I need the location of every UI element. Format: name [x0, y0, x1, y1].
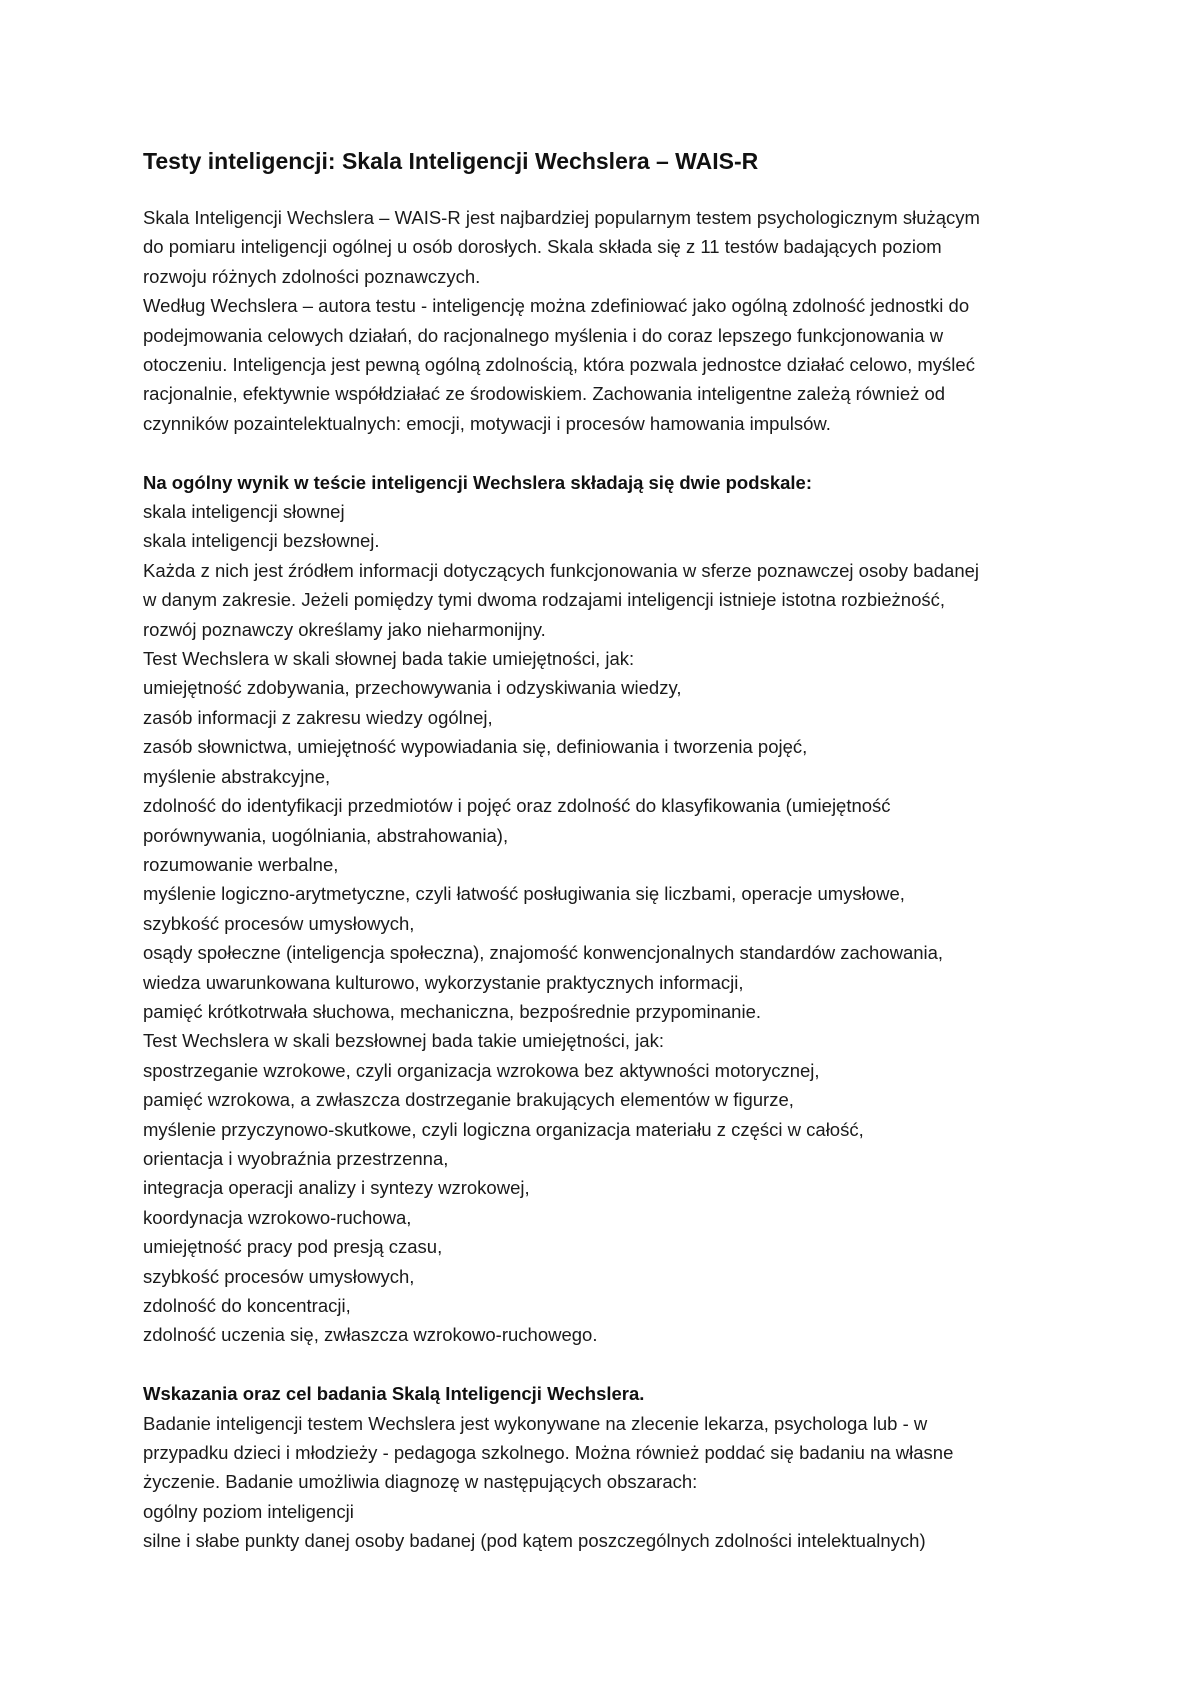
text-line: umiejętność zdobywania, przechowywania i odzyskiwania wiedzy, — [143, 677, 682, 699]
text-line: integracja operacji analizy i syntezy wzrokowej, — [143, 1177, 530, 1199]
text-line: zasób słownictwa, umiejętność wypowiadania się, definiowania i tworzenia pojęć, — [143, 736, 808, 758]
document-page — [143, 146, 1073, 1556]
intro-paragraph — [143, 203, 1073, 438]
text-line: umiejętność pracy pod presją czasu, — [143, 1236, 443, 1258]
text-line: wiedza uwarunkowana kulturowo, wykorzystanie praktycznych informacji, — [143, 971, 744, 993]
subscales-section — [143, 497, 1073, 1350]
text-line: zdolność do identyfikacji przedmiotów i pojęć oraz zdolność do klasyfikowania (umiejętność — [143, 795, 891, 817]
text-line: podejmowania celowych działań, do racjonalnego myślenia i do coraz lepszego funkcjonowania w — [143, 324, 944, 346]
section-heading-indications: Wskazania oraz cel badania Skalą Inteligencji Wechslera. — [143, 1383, 645, 1405]
text-line: pamięć wzrokowa, a zwłaszcza dostrzeganie brakujących elementów w figurze, — [143, 1089, 794, 1111]
text-line: Według Wechslera – autora testu - inteligencję można zdefiniować jako ogólną zdolność jednostki do — [143, 295, 970, 317]
text-line: silne i słabe punkty danej osoby badanej (pod kątem poszczególnych zdolności intelektualnych) — [143, 1530, 926, 1552]
text-line: życzenie. Badanie umożliwia diagnozę w następujących obszarach: — [143, 1471, 698, 1493]
paragraph-gap — [143, 1350, 1073, 1379]
text-line: skala inteligencji bezsłownej. — [143, 530, 380, 552]
text-line: szybkość procesów umysłowych, — [143, 1265, 415, 1287]
text-line: rozwój poznawczy określamy jako nieharmonijny. — [143, 618, 546, 640]
text-line: spostrzeganie wzrokowe, czyli organizacja wzrokowa bez aktywności motorycznej, — [143, 1059, 820, 1081]
text-line: skala inteligencji słownej — [143, 501, 345, 523]
indications-section — [143, 1409, 1073, 1556]
text-line: Badanie inteligencji testem Wechslera jest wykonywane na zlecenie lekarza, psychologa lub - w — [143, 1412, 928, 1434]
text-line: myślenie logiczno-arytmetyczne, czyli łatwość posługiwania się liczbami, operacje umysłowe, — [143, 883, 905, 905]
text-line: porównywania, uogólniania, abstrahowania), — [143, 824, 509, 846]
document-title: Testy inteligencji: Skala Inteligencji Wechslera – WAIS-R — [143, 148, 759, 174]
text-line: koordynacja wzrokowo-ruchowa, — [143, 1206, 412, 1228]
text-line: w danym zakresie. Jeżeli pomiędzy tymi dwoma rodzajami inteligencji istnieje istotna rozbieżność, — [143, 589, 946, 611]
text-line: rozwoju różnych zdolności poznawczych. — [143, 265, 481, 287]
text-line: racjonalnie, efektywnie współdziałać ze środowiskiem. Zachowania inteligentne zależą również od — [143, 383, 946, 405]
text-line: Test Wechslera w skali słownej bada takie umiejętności, jak: — [143, 648, 635, 670]
text-line: przypadku dzieci i młodzieży - pedagoga szkolnego. Można również poddać się badaniu na własne — [143, 1442, 954, 1464]
text-line: osądy społeczne (inteligencja społeczna), znajomość konwencjonalnych standardów zachowania, — [143, 942, 944, 964]
text-line: otoczeniu. Inteligencja jest pewną ogólną zdolnością, która pozwala jednostce działać celowo, myśleć — [143, 354, 975, 376]
text-line: czynników pozaintelektualnych: emocji, motywacji i procesów hamowania impulsów. — [143, 412, 831, 434]
text-line: pamięć krótkotrwała słuchowa, mechaniczna, bezpośrednie przypominanie. — [143, 1000, 762, 1022]
text-line: do pomiaru inteligencji ogólnej u osób dorosłych. Skala składa się z 11 testów badających poziom — [143, 236, 942, 258]
text-line: zdolność do koncentracji, — [143, 1295, 351, 1317]
text-line: szybkość procesów umysłowych, — [143, 912, 415, 934]
text-line: ogólny poziom inteligencji — [143, 1500, 354, 1522]
text-line: Każda z nich jest źródłem informacji dotyczących funkcjonowania w sferze poznawczej osoby badanej — [143, 559, 980, 581]
text-line: myślenie abstrakcyjne, — [143, 765, 331, 787]
text-line: zdolność uczenia się, zwłaszcza wzrokowo-ruchowego. — [143, 1324, 598, 1346]
text-line: myślenie przyczynowo-skutkowe, czyli logiczna organizacja materiału z części w całość, — [143, 1118, 864, 1140]
text-line: rozumowanie werbalne, — [143, 853, 339, 875]
paragraph-gap — [143, 438, 1073, 467]
section-heading-subscales: Na ogólny wynik w teście inteligencji Wechslera składają się dwie podskale: — [143, 471, 812, 493]
text-line: Test Wechslera w skali bezsłownej bada takie umiejętności, jak: — [143, 1030, 664, 1052]
text-line: zasób informacji z zakresu wiedzy ogólnej, — [143, 706, 493, 728]
text-line: orientacja i wyobraźnia przestrzenna, — [143, 1147, 449, 1169]
text-line: Skala Inteligencji Wechslera – WAIS-R jest najbardziej popularnym testem psychologicznym służącym — [143, 207, 980, 228]
